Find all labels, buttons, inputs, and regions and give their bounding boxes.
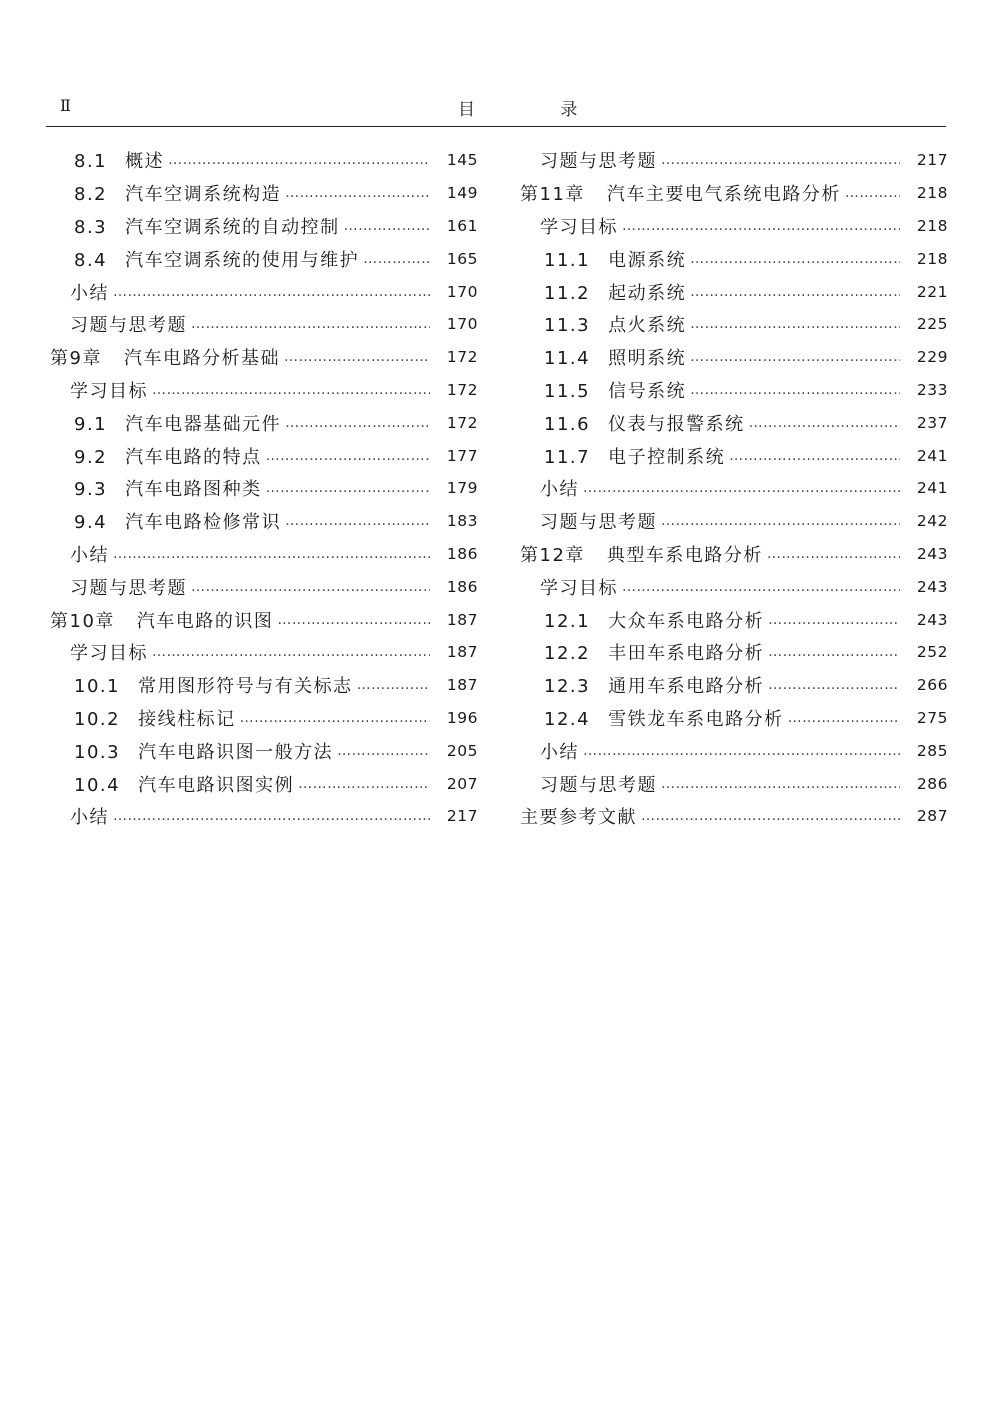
toc-entry-label [74,213,344,239]
toc-entry[interactable] [518,505,948,538]
toc-entry[interactable] [518,374,948,407]
toc-page-number: 233 [916,380,948,399]
toc-entry-title: 汽车电路的识图 [136,610,274,632]
toc-entry[interactable] [518,242,948,275]
toc-entry-title: 接线柱标记 [138,708,236,730]
toc-entry-label [544,639,768,665]
toc-page-number: 217 [916,151,948,170]
toc-entry-title: 汽车主要电气系统电路分析 [606,184,841,206]
section-number: 10.3 [74,741,121,763]
toc-entry-label [74,443,266,469]
toc-page-number: 149 [446,184,478,203]
dot-leader [690,316,900,332]
toc-entry[interactable] [48,702,478,735]
dot-leader [298,776,430,792]
toc-entry[interactable] [48,439,478,472]
section-number: 8.2 [74,184,108,206]
toc-page-number: 243 [916,577,948,596]
section-number: 9.2 [74,446,108,468]
toc-entry-label [70,639,152,665]
toc-entry[interactable] [48,505,478,538]
toc-entry-label [540,475,583,501]
toc-entry[interactable] [48,242,478,275]
toc-page-number: 187 [446,610,478,629]
dot-leader [768,612,900,628]
toc-entry-label [540,574,622,600]
toc-chapter-entry[interactable] [518,538,948,571]
toc-entry[interactable] [518,636,948,669]
toc-entry-title: 起动系统 [608,282,687,304]
section-number: 11.4 [544,348,591,370]
toc-entry[interactable] [48,210,478,243]
dot-leader [277,612,430,628]
toc-entry-label [544,672,768,698]
toc-entry[interactable] [518,603,948,636]
toc-page-number: 241 [916,479,948,498]
dot-leader [767,546,900,562]
toc-entry-title: 习题与思考题 [540,512,657,534]
toc-entry-label [50,344,284,370]
toc-entry[interactable] [48,177,478,210]
toc-page-number: 161 [446,216,478,235]
toc-page-number: 165 [446,249,478,268]
toc-entry-label [520,180,845,206]
dot-leader [845,185,900,201]
section-number: 10.2 [74,708,121,730]
toc-entry-title: 汽车电器基础元件 [125,413,282,435]
section-number: 11.3 [544,315,591,337]
dot-leader [622,579,900,595]
toc-entry-label [74,705,240,731]
toc-entry-label [74,180,285,206]
toc-entry[interactable] [518,439,948,472]
toc-entry-label [70,574,191,600]
page-title: 目 录 [458,100,618,120]
toc-entry[interactable] [518,341,948,374]
toc-page-number: 170 [446,315,478,334]
toc-entry-title: 学习目标 [540,577,618,599]
toc-entry-title: 通用车系电路分析 [608,676,765,698]
toc-page-number: 218 [916,249,948,268]
section-number: 9.4 [74,512,108,534]
toc-entry-label [74,771,298,797]
toc-entry-title: 汽车电路识图实例 [138,774,295,796]
toc-entry-label [540,147,661,173]
dot-leader [240,710,430,726]
toc-entry-label [74,672,357,698]
toc-entry-label [544,410,749,436]
dot-leader [363,251,430,267]
dot-leader [788,710,900,726]
toc-entry[interactable] [48,472,478,505]
toc-entry-title: 汽车电路识图一般方法 [138,741,334,763]
toc-entry[interactable] [518,669,948,702]
toc-entry-title: 习题与思考题 [70,315,187,337]
section-number: 11.6 [544,413,591,435]
toc-entry-label [70,377,152,403]
dot-leader [661,776,900,792]
toc-entry-title: 习题与思考题 [540,774,657,796]
section-number: 9.1 [74,413,108,435]
toc-entry-label [544,344,690,370]
toc-page-number: 218 [916,184,948,203]
toc-page-number: 172 [446,348,478,367]
toc-entry-title: 汽车空调系统的自动控制 [125,216,340,238]
toc-entry[interactable] [518,308,948,341]
toc-entry[interactable] [518,472,948,505]
dot-leader [152,644,430,660]
chapter-number: 第12章 [520,544,585,566]
toc-entry-title: 汽车电路图种类 [125,479,262,501]
toc-entry-label [74,475,266,501]
section-number: 10.4 [74,774,121,796]
dot-leader [690,251,900,267]
toc-entry-title: 小结 [70,282,109,304]
toc-page-number: 183 [446,512,478,531]
chapter-number: 第9章 [50,348,102,370]
section-number: 9.3 [74,479,108,501]
toc-entry-title: 电源系统 [608,249,687,271]
dot-leader [768,677,900,693]
dot-leader [113,546,430,562]
chapter-number: 第11章 [520,184,585,206]
toc-entry-label [70,541,113,567]
toc-page-number: 237 [916,413,948,432]
toc-page-number: 217 [446,807,478,826]
toc-page-number: 286 [916,774,948,793]
toc-entry-title: 汽车电路检修常识 [125,512,282,534]
dot-leader [191,316,430,332]
toc-entry-label [520,803,641,829]
toc-entry[interactable] [48,800,478,833]
toc-entry[interactable] [48,406,478,439]
toc-page-number: 266 [916,676,948,695]
toc-entry-label [50,607,277,633]
section-number: 11.2 [544,282,591,304]
dot-leader [661,513,900,529]
dot-leader [583,743,900,759]
toc-page-number: 275 [916,708,948,727]
toc-entry[interactable] [48,144,478,177]
toc-entry[interactable] [518,570,948,603]
toc-chapter-entry[interactable] [48,341,478,374]
toc-page-number: 241 [916,446,948,465]
toc-page-number: 252 [916,643,948,662]
toc-page-number: 145 [446,151,478,170]
toc-entry-label [540,738,583,764]
toc-page-number: 207 [446,774,478,793]
toc-entry-label [544,279,690,305]
toc-entry-title: 学习目标 [70,380,148,402]
toc-page-number: 225 [916,315,948,334]
toc-entry[interactable] [48,275,478,308]
toc-page-number: 243 [916,544,948,563]
section-number: 12.2 [544,643,591,665]
dot-leader [266,448,430,464]
section-number: 8.3 [74,216,108,238]
toc-page-number: 287 [916,807,948,826]
toc-entry-title: 小结 [540,741,579,763]
toc-entry[interactable] [48,374,478,407]
toc-left-column [48,144,478,833]
toc-entry[interactable] [48,570,478,603]
toc-entry-title: 仪表与报警系统 [608,413,745,435]
toc-page-number: 172 [446,413,478,432]
toc-page-number: 242 [916,512,948,531]
dot-leader [729,448,900,464]
dot-leader [661,152,900,168]
section-number: 10.1 [74,676,121,698]
dot-leader [113,284,430,300]
chapter-number: 第10章 [50,610,115,632]
toc-entry[interactable] [48,538,478,571]
toc-entry-label [74,738,337,764]
toc-entry-label [544,246,690,272]
toc-entry-title: 汽车电路分析基础 [123,348,280,370]
dot-leader [749,415,900,431]
toc-entry-label [540,771,661,797]
dot-leader [113,808,430,824]
dot-leader [168,152,430,168]
toc-page-number: 172 [446,380,478,399]
dot-leader [191,579,430,595]
dot-leader [337,743,430,759]
toc-entry-title: 点火系统 [608,315,687,337]
toc-entry[interactable] [518,702,948,735]
dot-leader [344,218,430,234]
toc-entry-title: 小结 [540,479,579,501]
page-number: Ⅱ [60,96,71,115]
toc-entry[interactable] [48,308,478,341]
toc-entry[interactable] [48,734,478,767]
toc-entry-title: 典型车系电路分析 [606,544,763,566]
toc-page-number: 243 [916,610,948,629]
toc-page-number: 205 [446,741,478,760]
toc-page-number: 170 [446,282,478,301]
section-number: 12.1 [544,610,591,632]
toc-entry-label [544,443,729,469]
section-number: 11.1 [544,249,591,271]
toc-entry-label [544,377,690,403]
section-number: 8.4 [74,249,108,271]
dot-leader [357,677,430,693]
toc-entry-label [74,410,285,436]
toc-entry-title: 学习目标 [540,216,618,238]
dot-leader [583,480,900,496]
toc-entry-title: 概述 [125,151,165,173]
toc-entry-title: 电子控制系统 [608,446,726,468]
dot-leader [641,808,900,824]
dot-leader [768,644,900,660]
dot-leader [690,382,900,398]
section-number: 12.3 [544,676,591,698]
toc-entry[interactable] [518,210,948,243]
toc-page-number: 285 [916,741,948,760]
dot-leader [285,185,430,201]
toc-entry-title: 照明系统 [608,348,687,370]
toc-entry-label [540,508,661,534]
toc-right-column [518,144,948,833]
toc-page-number: 179 [446,479,478,498]
toc-entry-title: 汽车电路的特点 [125,446,262,468]
toc-entry[interactable] [48,636,478,669]
toc-entry[interactable] [518,406,948,439]
toc-entry-title: 信号系统 [608,380,687,402]
toc-entry-label [74,147,168,173]
toc-entry-label [520,541,767,567]
toc-entry-label [74,246,363,272]
toc-entry-title: 小结 [70,544,109,566]
toc-entry-title: 习题与思考题 [540,151,657,173]
toc-entry-title: 雪铁龙车系电路分析 [608,708,784,730]
toc-page-number: 186 [446,577,478,596]
toc-entry-label [70,279,113,305]
section-number: 12.4 [544,708,591,730]
section-number: 11.7 [544,446,591,468]
toc-entry-title: 大众车系电路分析 [608,610,765,632]
dot-leader [152,382,430,398]
dot-leader [285,513,430,529]
toc-entry[interactable] [518,275,948,308]
dot-leader [284,349,430,365]
toc-page-number: 187 [446,676,478,695]
section-number: 8.1 [74,151,108,173]
toc-entry[interactable] [518,144,948,177]
toc-chapter-entry[interactable] [48,603,478,636]
toc-page-number: 177 [446,446,478,465]
toc-entry-label [74,508,285,534]
toc-entry-title: 主要参考文献 [520,807,637,829]
toc-entry-title: 丰田车系电路分析 [608,643,765,665]
dot-leader [690,349,900,365]
toc-entry[interactable] [48,669,478,702]
toc-page-number: 196 [446,708,478,727]
dot-leader [622,218,900,234]
toc-entry-title: 小结 [70,807,109,829]
dot-leader [285,415,430,431]
toc-entry-label [544,607,768,633]
toc-entry-title: 习题与思考题 [70,577,187,599]
toc-entry-title: 学习目标 [70,643,148,665]
toc-entry-title: 汽车空调系统的使用与维护 [125,249,360,271]
toc-entry[interactable] [518,734,948,767]
page-header [46,92,946,127]
toc-entry-label [70,803,113,829]
dot-leader [690,284,900,300]
toc-page-number: 221 [916,282,948,301]
toc-entry-label [70,311,191,337]
dot-leader [266,480,430,496]
toc-entry[interactable] [48,767,478,800]
toc-entry-title: 汽车空调系统构造 [125,184,282,206]
toc-page-number: 218 [916,216,948,235]
toc-page-number: 187 [446,643,478,662]
toc-chapter-entry[interactable] [518,177,948,210]
section-number: 11.5 [544,380,591,402]
toc-entry-label [544,705,788,731]
toc-entry-title: 常用图形符号与有关标志 [138,676,353,698]
toc-entry[interactable] [518,767,948,800]
toc-page-number: 229 [916,348,948,367]
toc-entry-label [544,311,690,337]
toc-page-number: 186 [446,544,478,563]
toc-chapter-entry[interactable] [518,800,948,833]
toc-entry-label [540,213,622,239]
